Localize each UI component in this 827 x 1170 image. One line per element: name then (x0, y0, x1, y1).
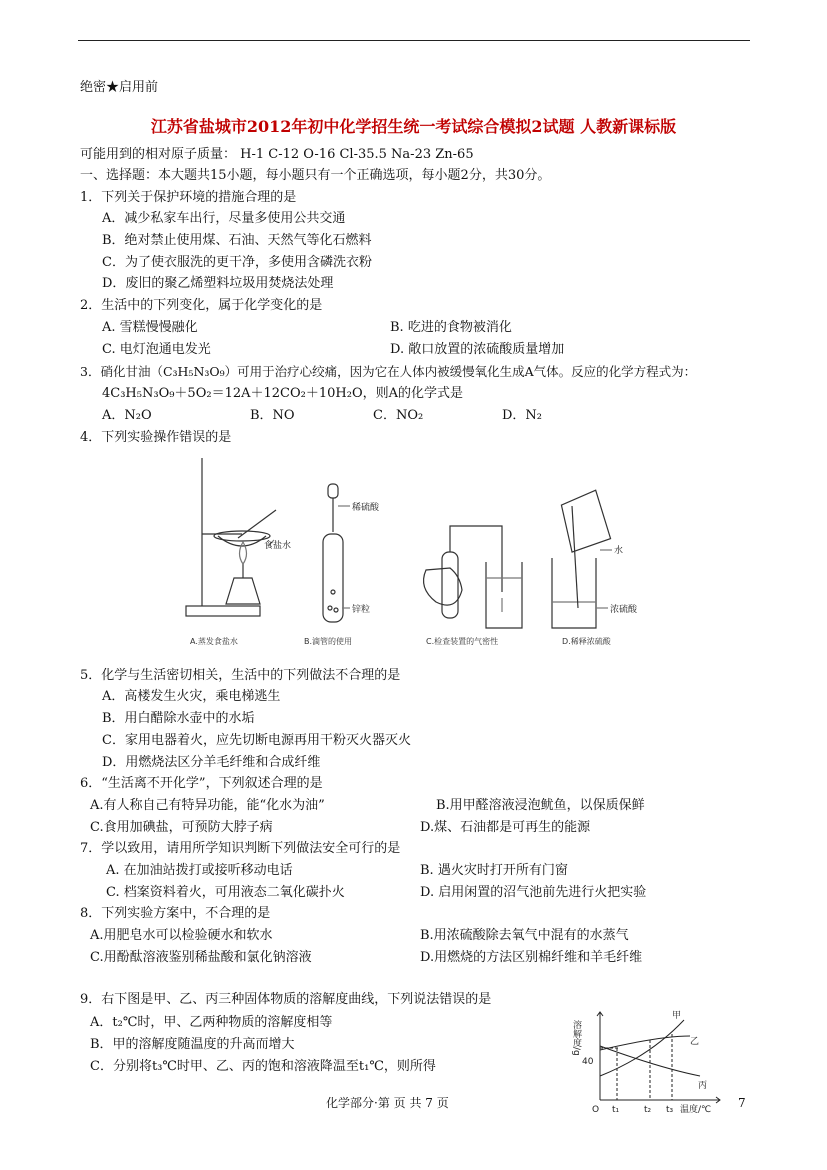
q7-option-b: B. 遇火灾时打开所有门窗 (420, 863, 568, 878)
label-salt-water: 食盐水 (264, 541, 292, 551)
series-label-bing: 丙 (698, 1081, 708, 1091)
x-tick-t3: t₃ (666, 1105, 674, 1115)
section-heading: 一、选择题：本大题共15小题，每小题只有一个正确选项，每小题2分，共30分。 (80, 168, 551, 183)
q5-option-c: C．家用电器着火，应先切断电源再用干粉灭火器灭火 (102, 733, 411, 748)
q8-option-b: B.用浓硫酸除去氧气中混有的水蒸气 (420, 928, 629, 943)
page-title: 江苏省盐城市2012年初中化学招生统一考试综合模拟2试题 人教新课标版 (150, 117, 677, 136)
confidential-mark: 绝密★启用前 (80, 80, 159, 95)
caption-c: C.检查装置的气密性 (426, 637, 499, 646)
q9-stem: 9．右下图是甲、乙、丙三种固体物质的溶解度曲线，下列说法错误的是 (80, 992, 492, 1007)
q5-option-d: D．用燃烧法区分羊毛纤维和合成纤维 (102, 755, 321, 770)
q6-option-d: D.煤、石油都是可再生的能源 (420, 820, 591, 835)
q7-stem: 7．学以致用，请用所学知识判断下列做法安全可行的是 (80, 841, 401, 856)
q2-option-d: D. 敞口放置的浓硫酸质量增加 (390, 342, 565, 357)
q8-option-d: D.用燃烧的方法区别棉纤维和羊毛纤维 (420, 950, 643, 965)
q3-equation: 4C₃H₅N₃O₉＋5O₂＝12A＋12CO₂＋10H₂O，则A的化学式是 (102, 386, 463, 401)
q8-stem: 8．下列实验方案中，不合理的是 (80, 906, 271, 921)
q9-option-a: A．t₂℃时，甲、乙两种物质的溶解度相等 (90, 1015, 333, 1030)
label-water: 水 (614, 546, 624, 556)
curve-yi (600, 1036, 690, 1050)
q6-option-a: A.有人称自己有特异功能，能“化水为油” (90, 798, 325, 813)
caption-a: A.蒸发食盐水 (190, 637, 238, 646)
q8-option-a: A.用肥皂水可以检验硬水和软水 (90, 928, 273, 943)
q3-stem: 3．硝化甘油（C₃H₅N₃O₉）可用于治疗心绞痛，因为它在人体内被缓慢氧化生成A气体。反应的化学方程式为： (80, 364, 697, 379)
q2-stem: 2．生活中的下列变化，属于化学变化的是 (80, 298, 323, 313)
y-tick-40: 40 (582, 1057, 594, 1067)
label-conc-sulfuric-acid: 浓硫酸 (610, 605, 638, 615)
q2-option-b: B. 吃进的食物被消化 (390, 320, 512, 335)
q6-stem: 6．“生活离不开化学”，下列叙述合理的是 (80, 776, 323, 791)
q7-option-a: A. 在加油站拨打或接听移动电话 (106, 863, 293, 878)
q1-option-c: C．为了使衣服洗的更干净，多使用含磷洗衣粉 (102, 255, 372, 270)
q4-apparatus-figure (180, 452, 720, 652)
q5-option-b: B．用白醋除水壶中的水垢 (102, 711, 255, 726)
q4-stem: 4．下列实验操作错误的是 (80, 430, 232, 445)
top-rule (78, 40, 750, 41)
q8-option-c: C.用酚酞溶液鉴别稀盐酸和氯化钠溶液 (90, 950, 312, 965)
q3-option-b: B．NO (250, 408, 295, 423)
q9-option-b: B．甲的溶解度随温度的升高而增大 (90, 1037, 295, 1052)
q7-option-c: C. 档案资料着火，可用液态二氧化碳扑火 (106, 885, 345, 900)
q1-option-a: A．减少私家车出行，尽量多使用公共交通 (102, 211, 346, 226)
q7-option-d: D. 启用闲置的沼气池前先进行火把实验 (420, 885, 647, 900)
q9-option-c: C．分别将t₃℃时甲、乙、丙的饱和溶液降温至t₁℃，则所得 (90, 1059, 436, 1074)
q5-option-a: A．高楼发生火灾，乘电梯逃生 (102, 689, 281, 704)
x-axis-label: 温度/℃ (680, 1105, 712, 1115)
page-footer: 化学部分·第 页 共 7 页 (326, 1096, 449, 1110)
q3-option-a: A．N₂O (102, 408, 152, 423)
q1-option-b: B．绝对禁止使用煤、石油、天然气等化石燃料 (102, 233, 372, 248)
label-zinc-granules: 锌粒 (352, 605, 371, 615)
series-label-yi: 乙 (690, 1037, 700, 1047)
series-label-jia: 甲 (672, 1011, 682, 1021)
x-tick-t1: t₁ (612, 1105, 620, 1115)
q6-option-c: C.食用加碘盐，可预防大脖子病 (90, 820, 273, 835)
page-number: 7 (738, 1096, 746, 1110)
q1-option-d: D．废旧的聚乙烯塑料垃圾用焚烧法处理 (102, 276, 334, 291)
solubility-curve-graph (560, 1000, 740, 1118)
caption-b: B.滴管的使用 (304, 637, 353, 646)
caption-d: D.稀释浓硫酸 (562, 637, 611, 646)
y-axis-label: 溶解度/g (571, 1020, 581, 1056)
atomic-mass-line: 可能用到的相对原子质量： H-1 C-12 O-16 Cl-35.5 Na-23 Zn-65 (80, 147, 474, 162)
q5-stem: 5．化学与生活密切相关，生活中的下列做法不合理的是 (80, 668, 401, 683)
q1-stem: 1．下列关于保护环境的措施合理的是 (80, 190, 297, 205)
q2-option-c: C. 电灯泡通电发光 (102, 342, 211, 357)
label-dilute-sulfuric-acid: 稀硫酸 (352, 503, 380, 513)
q3-option-d: D．N₂ (502, 408, 543, 423)
q2-option-a: A. 雪糕慢慢融化 (102, 320, 198, 335)
q6-option-b: B.用甲醛溶液浸泡鱿鱼，以保质保鲜 (436, 798, 645, 813)
origin-label: O (592, 1105, 600, 1115)
q3-option-c: C．NO₂ (373, 408, 424, 423)
x-tick-t2: t₂ (644, 1105, 652, 1115)
